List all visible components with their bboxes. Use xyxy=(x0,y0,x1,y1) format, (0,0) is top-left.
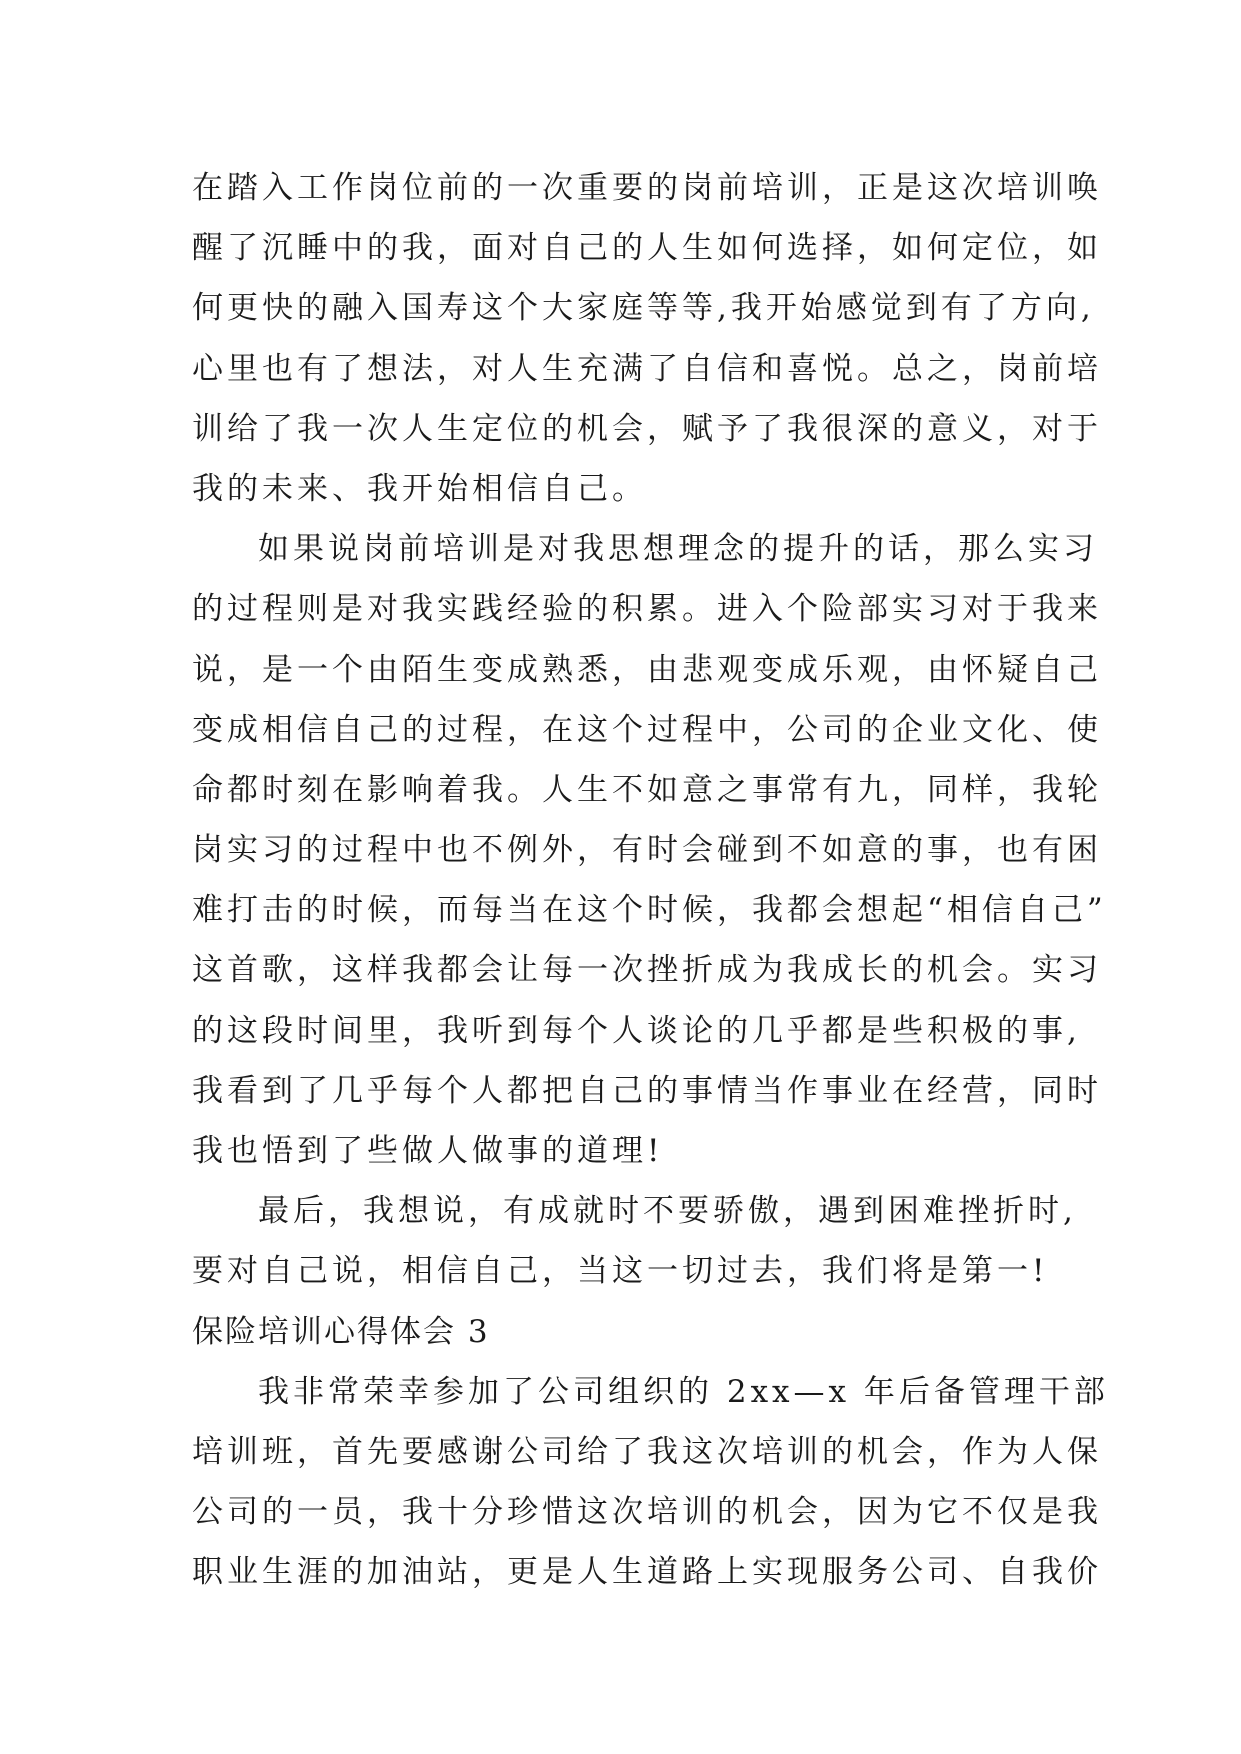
text-line: 我的未来、我开始相信自己。 xyxy=(192,470,647,507)
text-line: 在踏入工作岗位前的一次重要的岗前培训，正是这次培训唤 xyxy=(192,170,1102,206)
text-line: 要对自己说，相信自己，当这一切过去，我们将是第一! xyxy=(192,1253,1049,1290)
text-line: 我非常荣幸参加了公司组织的 2xx—x 年后备管理干部 xyxy=(258,1373,1109,1410)
paragraph-4 xyxy=(192,1362,1109,1603)
paragraph-1 xyxy=(192,158,1102,519)
text-line: 心里也有了想法，对人生充满了自信和喜悦。总之，岗前培 xyxy=(192,350,1102,387)
text-line: 我看到了几乎每个人都把自己的事情当作事业在经营，同时 xyxy=(192,1072,1102,1109)
text-line: 难打击的时候，而每当在这个时候，我都会想起“相信自己” xyxy=(192,892,1107,929)
text-line: 的过程则是对我实践经验的积累。进入个险部实习对于我来 xyxy=(192,591,1102,628)
text-line: 训给了我一次人生定位的机会，赋予了我很深的意义，对于 xyxy=(192,410,1102,447)
text-line: 如果说岗前培训是对我思想理念的提升的话，那么实习 xyxy=(258,531,1098,568)
paragraph-3 xyxy=(192,1181,1092,1301)
text-line: 我也悟到了些做人做事的道理! xyxy=(192,1133,664,1169)
document-body xyxy=(192,158,1109,1603)
text-line: 醒了沉睡中的我，面对自己的人生如何选择，如何定位，如 xyxy=(192,230,1102,267)
text-line: 何更快的融入国寿这个大家庭等等,我开始感觉到有了方向, xyxy=(192,290,1095,327)
section-heading: 保险培训心得体会 3 xyxy=(192,1313,490,1350)
text-line: 培训班，首先要感谢公司给了我这次培训的机会，作为人保 xyxy=(192,1433,1102,1470)
text-line: 最后，我想说，有成就时不要骄傲，遇到困难挫折时, xyxy=(258,1193,1077,1230)
text-line: 的这段时间里，我听到每个人谈论的几乎都是些积极的事, xyxy=(192,1012,1081,1049)
text-line: 变成相信自己的过程，在这个过程中，公司的企业文化、使 xyxy=(192,711,1102,748)
text-line: 这首歌，这样我都会让每一次挫折成为我成长的机会。实习 xyxy=(192,952,1102,989)
text-line: 说，是一个由陌生变成熟悉，由悲观变成乐观，由怀疑自己 xyxy=(192,651,1102,688)
text-line: 公司的一员，我十分珍惜这次培训的机会，因为它不仅是我 xyxy=(192,1494,1102,1531)
paragraph-2 xyxy=(192,519,1107,1181)
text-line: 职业生涯的加油站，更是人生道路上实现服务公司、自我价 xyxy=(192,1554,1102,1591)
text-line: 岗实习的过程中也不例外，有时会碰到不如意的事，也有困 xyxy=(192,832,1102,869)
text-line: 命都时刻在影响着我。人生不如意之事常有九，同样，我轮 xyxy=(192,771,1102,808)
